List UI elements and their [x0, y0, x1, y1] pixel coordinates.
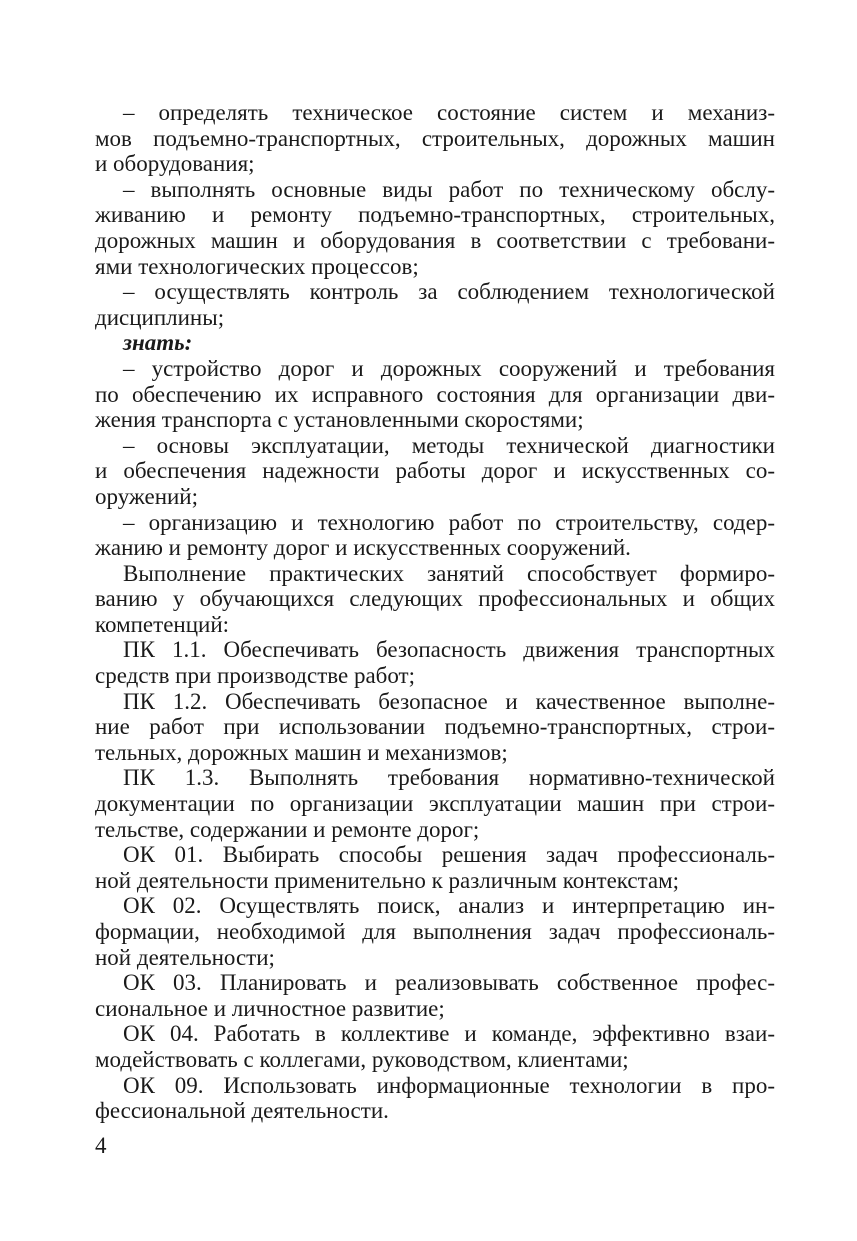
text-line: – основы эксплуатации, методы технической диагностики: [123, 432, 775, 458]
paragraph: [95, 279, 775, 330]
text-line: дисциплины;: [95, 304, 225, 330]
paragraph: [95, 510, 775, 561]
text-line: Выполнение практических занятий способствует формиро-: [123, 560, 775, 586]
text-line: – организацию и технологию работ по строительству, содер-: [123, 509, 775, 535]
text-line: модействовать с коллегами, руководством, клиентами;: [95, 1046, 629, 1072]
text-line: – устройство дорог и дорожных сооружений и требования: [123, 355, 775, 381]
text-line: ПК 1.1. Обеспечивать безопасность движения транспортных: [123, 637, 775, 663]
text-line: тельных, дорожных машин и механизмов;: [95, 739, 508, 765]
text-line: живанию и ремонту подъемно-транспортных, строительных,: [95, 202, 775, 228]
text-line: ОК 04. Работать в коллективе и команде, эффективно взаи-: [123, 1021, 775, 1047]
know-heading: знать:: [123, 330, 193, 356]
text-line: компетенций:: [95, 611, 230, 637]
text-line: – определять техническое состояние систем и механиз-: [123, 100, 775, 125]
paragraph: [95, 689, 775, 766]
text-line: ПК 1.3. Выполнять требования нормативно-технической: [123, 765, 775, 791]
text-line: жения транспорта с установленными скоростями;: [95, 407, 584, 433]
text-line: документации по организации эксплуатации машин при строи-: [95, 791, 775, 817]
text-line: ОК 01. Выбирать способы решения задач профессиональ-: [123, 842, 775, 868]
text-line: жанию и ремонту дорог и искусственных сооружений.: [95, 535, 631, 561]
text-line: ванию у обучающихся следующих профессиональных и общих: [95, 586, 775, 612]
text-line: фессиональной деятельности.: [95, 1098, 389, 1124]
paragraph: [95, 100, 775, 177]
text-line: ОК 09. Использовать информационные технологии в про-: [123, 1072, 775, 1098]
paragraph: [95, 356, 775, 433]
text-line: тельстве, содержании и ремонте дорог;: [95, 816, 480, 842]
text-line: и обеспечения надежности работы дорог и искусственных со-: [95, 458, 775, 484]
text-line: дорожных машин и оборудования в соответствии с требовани-: [95, 227, 775, 253]
paragraph: [95, 1021, 775, 1072]
paragraph: [95, 637, 775, 688]
text-line: формации, необходимой для выполнения задач профессиональ-: [95, 919, 775, 944]
text-line: мов подъемно-транспортных, строительных, дорожных машин: [95, 125, 775, 151]
knowledge-and-competencies: [95, 356, 775, 1124]
paragraph: [95, 561, 775, 638]
paragraph: [95, 970, 775, 1021]
text-line: ПК 1.2. Обеспечивать безопасное и качественное выполне-: [123, 688, 775, 714]
text-line: ной деятельности применительно к различным контекстам;: [95, 867, 680, 893]
paragraph: [95, 1073, 775, 1124]
page-number: 4: [95, 1133, 107, 1158]
paragraph: [95, 842, 775, 893]
page-body: [95, 100, 775, 1124]
text-line: оружений;: [95, 483, 199, 509]
text-line: ОК 03. Планировать и реализовывать собственное профес-: [123, 970, 775, 996]
paragraph: [95, 765, 775, 842]
text-line: по обеспечению их исправного состояния для организации дви-: [95, 381, 775, 407]
text-line: ной деятельности;: [95, 944, 275, 970]
text-line: сиональное и личностное развитие;: [95, 995, 445, 1021]
paragraph: [95, 177, 775, 279]
text-line: ние работ при использовании подъемно-транспортных, строи-: [95, 714, 775, 740]
text-line: ями технологических процессов;: [95, 253, 419, 279]
text-line: – осуществлять контроль за соблюдением технологической: [123, 279, 775, 305]
paragraph: [95, 893, 775, 970]
paragraph: [95, 433, 775, 510]
skills-list: [95, 100, 775, 330]
text-line: средств при производстве работ;: [95, 663, 415, 689]
text-line: – выполнять основные виды работ по техническому обслу-: [123, 176, 775, 202]
text-line: ОК 02. Осуществлять поиск, анализ и интерпретацию ин-: [123, 893, 775, 919]
text-line: и оборудования;: [95, 151, 255, 177]
